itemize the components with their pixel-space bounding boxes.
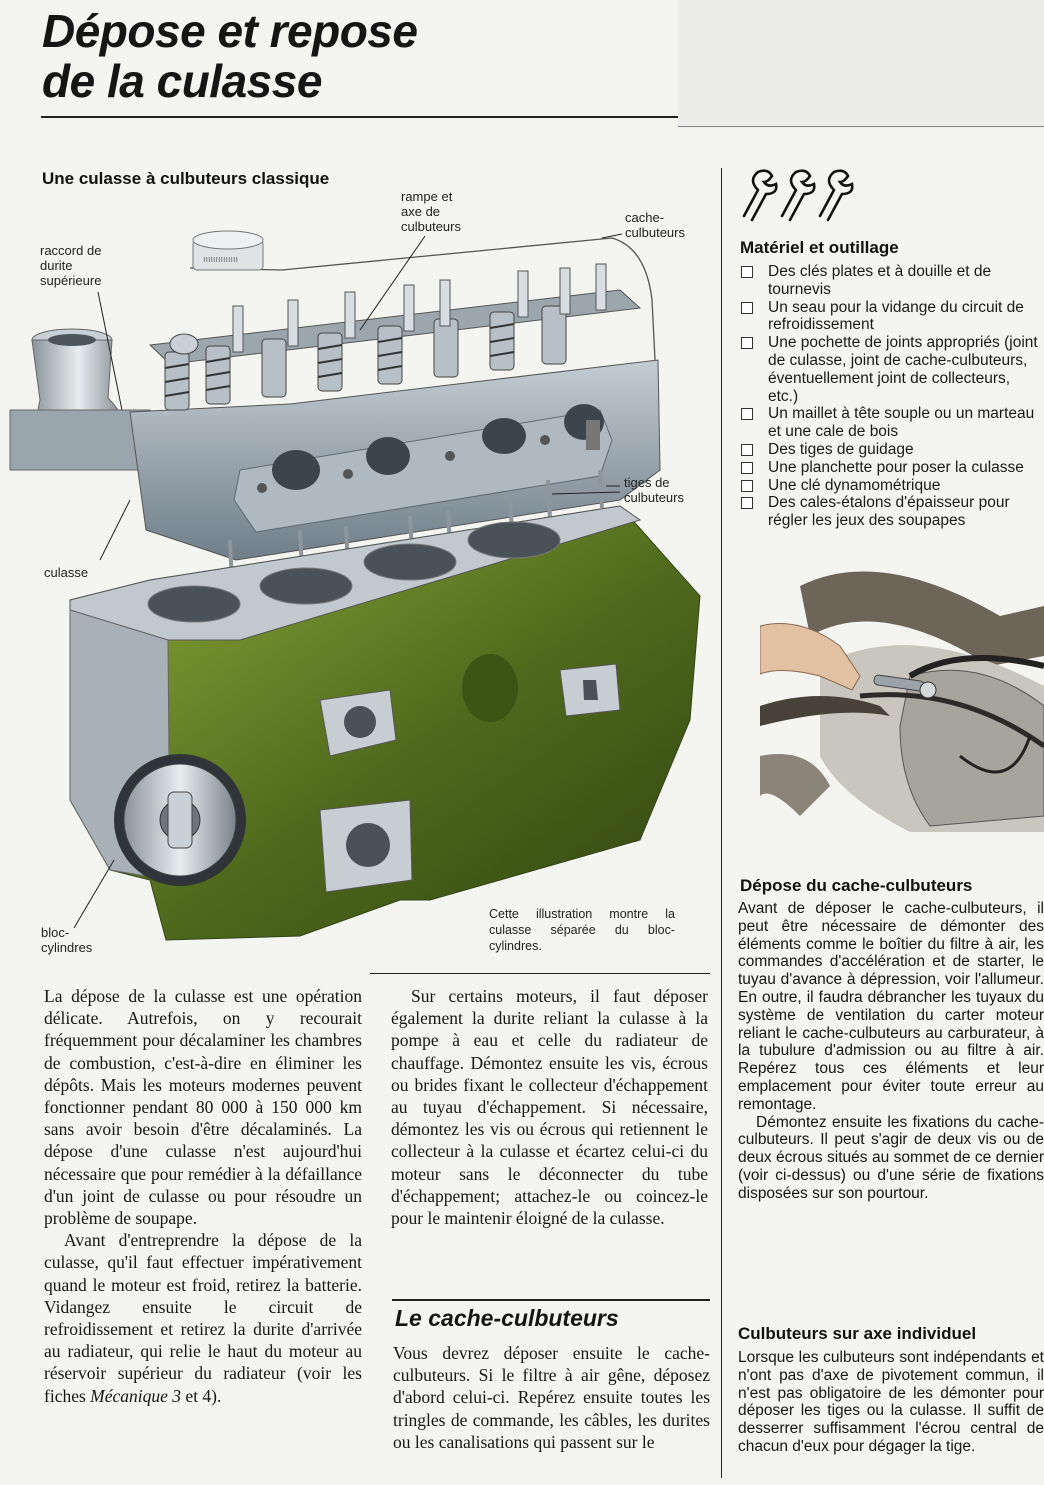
title-line-1: Dépose et repose: [42, 5, 418, 57]
tools-item-label: Une pochette de joints appropriés (joint de culasse, joint de cache-culbuteurs, éventuellement joint de collecteurs, etc.): [768, 334, 1038, 405]
column-1-text: [44, 985, 362, 1407]
col1-paragraph-1: La dépose de la culasse est une opération délicate. Autrefois, on y recourait fréquemment pour décalaminer les chambres de combustion, c'est-à-dire en éliminer les dépôts. Mais les moteurs modernes peuvent fonctionner pendant 80 000 à 150 000 km sans avoir besoin d'être décalaminés. La dépose d'une culasse n'est aujourd'hui nécessaire que pour remédier à la défaillance d'un joint de culasse ou pour résoudre un problème de soupape.: [44, 986, 362, 1229]
label-culasse: culasse: [44, 565, 89, 580]
checkbox-icon: [741, 462, 753, 474]
checkbox-icon: [741, 408, 753, 420]
col1-p2-reference: Mécanique 3: [90, 1385, 182, 1406]
label-tiges-line: tiges de: [624, 475, 670, 490]
label-raccord-line: supérieure: [40, 273, 102, 288]
label-bloc: [41, 925, 92, 955]
col1-paragraph-2: [44, 1229, 362, 1407]
column-2-text: [391, 985, 708, 1229]
col1-p2-end: et 4).: [181, 1385, 222, 1406]
tools-item: [740, 441, 1044, 459]
checkbox-icon: [741, 480, 753, 492]
label-raccord-line: durite: [40, 258, 73, 273]
tools-item: [740, 405, 1044, 441]
filler-cap: [193, 231, 263, 270]
col2-paragraph-2: Vous devrez déposer ensuite le cache-culbuteurs. Si le filtre à air gêne, déposez d'abord celui-ci. Repérez ensuite toutes les tringles de commande, les câbles, les durites ou les canalisations qui passent sur le: [393, 1343, 710, 1452]
label-cache-line: cache-: [625, 210, 665, 225]
timing-gear: [114, 754, 246, 886]
tools-item-label: Un maillet à tête souple ou un marteau et une cale de bois: [768, 405, 1035, 441]
depose-heading: Dépose du cache-culbuteurs: [740, 876, 973, 895]
tools-item-label: Une clé dynamométrique: [768, 476, 941, 494]
title-line-2: de la culasse: [42, 55, 322, 107]
checkbox-icon: [741, 444, 753, 456]
col2-paragraph-1: Sur certains moteurs, il faut déposer également la durite reliant la culasse à la pompe à eau et celle du radiateur de chauffage. Démontez ensuite les vis, écrous ou brides fixant le collecteur d'échappement au tuyau d'échappement. Si nécessaire, démontez les vis ou écrous qui retiennent le collecteur à la culasse et écartez celui-ci du moteur sans le déconnecter du tube d'échappement; attachez-le ou coincez-le pour le maintenir éloigné de la culasse.: [391, 986, 708, 1229]
header-rule-right: [678, 126, 1044, 127]
header-shade: [678, 0, 1044, 128]
water-outlet: [10, 329, 152, 470]
label-rampe-line: culbuteurs: [401, 219, 461, 234]
checkbox-icon: [741, 302, 753, 314]
label-tiges: [624, 475, 684, 505]
label-cache-line: culbuteurs: [625, 225, 685, 240]
label-bloc-line: cylindres: [41, 940, 93, 955]
wrench-icons: [738, 166, 860, 222]
label-rampe-line: axe de: [401, 204, 441, 219]
tools-item-label: Une planchette pour poser la culasse: [768, 458, 1024, 476]
tools-item: [740, 477, 1044, 495]
section-title-cache-culbuteurs: Le cache-culbuteurs: [395, 1305, 619, 1331]
depose-paragraph-1: Avant de déposer le cache-culbuteurs, il peut être nécessaire de démonter des éléments comme le boîtier du filtre à air, les commandes d'accélération et de starter, le tuyau d'avance à dépression, voir l'allumeur. En outre, il faudra débrancher les tuyaux du système de ventilation du carter moteur reliant le cache-culbuteurs au carburateur, à la tubulure d'admission ou au filtre à air. Repérez tous ces éléments et leur emplacement pour éviter toute erreur au remontage.: [738, 900, 1044, 1113]
column-2-text-lower: [393, 1342, 710, 1453]
label-raccord-line: raccord de: [40, 243, 102, 258]
illustration-caption: Cette illustration montre la culasse séparée du bloc-cylindres.: [489, 907, 675, 953]
label-bloc-line: bloc-: [41, 925, 70, 940]
tools-item: [740, 334, 1044, 405]
tools-item: [740, 299, 1044, 335]
tools-item-label: Des clés plates et à douille et de tournevis: [768, 263, 992, 298]
tools-item-label: Des cales-étalons d'épaisseur pour régler les jeux des soupapes: [768, 494, 1010, 530]
checkbox-icon: [741, 266, 753, 278]
section-rule: [392, 1299, 710, 1301]
label-tiges-line: culbuteurs: [624, 490, 684, 505]
tools-checklist: [740, 263, 1044, 530]
axe-paragraph-1: Lorsque les culbuteurs sont indépendants et n'ont pas d'axe de pivotement commun, il n'est pas obligatoire de les démonter pour déposer les tiges ou la culasse. Il suffit de desserrer suffisamment l'écrou central de chacun d'eux pour dégager la tige.: [738, 1349, 1044, 1455]
tools-item: [740, 459, 1044, 477]
checkbox-icon: [741, 337, 753, 349]
label-rampe-line: rampe et: [401, 189, 453, 204]
axe-text: [738, 1349, 1044, 1456]
label-rampe: [401, 189, 461, 234]
depose-paragraph-2: Démontez ensuite les fixations du cache-culbuteurs. Il peut s'agir de deux vis ou de deux écrous situés au sommet de ce dernier (voir ci-dessus) ou d'une série de fixations disposées sur son pourtour.: [738, 1113, 1044, 1202]
rocker-cover-illustration: [760, 556, 1044, 832]
checkbox-icon: [741, 497, 753, 509]
tools-item-label: Un seau pour la vidange du circuit de refroidissement: [768, 298, 1024, 334]
tools-item-label: Des tiges de guidage: [768, 440, 914, 458]
tools-item: [740, 494, 1044, 530]
axe-heading: Culbuteurs sur axe individuel: [738, 1324, 977, 1343]
tools-item: [740, 263, 1044, 299]
label-raccord: [40, 243, 101, 288]
svg-text:ıııııııııııııı: ıııııııııııııı: [203, 254, 239, 264]
label-cache: [625, 210, 685, 240]
col1-p2-text: Avant d'entreprendre la dépose de la culasse, qu'il faut effectuer impérativement quand le moteur est froid, retirez la batterie. Vidangez ensuite le circuit de refroidissement et retirez la durite d'arrivée au radiateur, qui relie le haut du moteur au réservoir supérieur du radiateur (voir les fiches: [44, 1230, 362, 1406]
depose-text: [738, 900, 1044, 1203]
engine-illustration: [0, 0, 722, 975]
tools-heading: Matériel et outillage: [740, 238, 899, 257]
illustration-heading: Une culasse à culbuteurs classique: [42, 169, 330, 188]
